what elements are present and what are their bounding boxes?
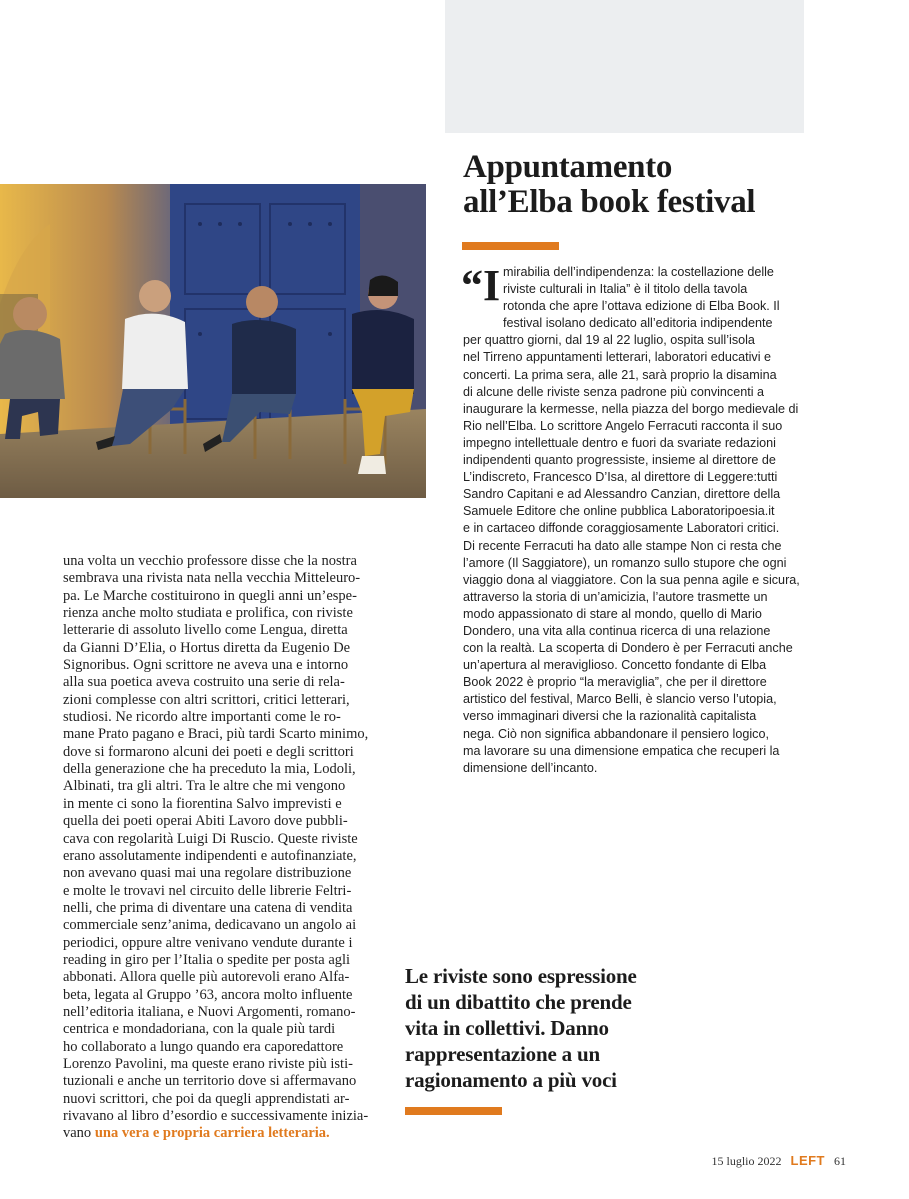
pull-quote-line: Le riviste sono espressione	[405, 964, 637, 988]
sidebar-body-line: L’indiscreto, Francesco D’Isa, al direttore di Leggere:tutti	[463, 470, 778, 485]
issue-date: 15 luglio 2022	[711, 1154, 782, 1168]
magazine-brand: LEFT	[790, 1153, 825, 1168]
pull-quote	[405, 963, 705, 1093]
main-body-line: centrica e mondadoriana, con la quale più tardi	[63, 1021, 336, 1038]
sidebar-body-line: un’apertura al meraviglioso. Concetto fondante di Elba	[463, 658, 767, 673]
sidebar-body-line: l’amore (Il Saggiatore), un romanzo sullo stupore che ogni	[463, 555, 787, 570]
main-body-line: nuovi scrittori, che poi da quegli apprendistati ar-	[63, 1090, 350, 1107]
main-body-line: rienza anche molto studiata e prolifica, con riviste	[63, 605, 353, 622]
pull-quote-line: rappresentazione a un	[405, 1042, 600, 1066]
sidebar-body-line: con la realtà. La scoperta di Dondero è per Ferracuti anche	[463, 641, 793, 656]
sidebar-body-line: verso immaginari diversi che la razionalità capitalista	[463, 709, 757, 724]
main-body-line: studiosi. Ne ricordo altre importanti come le ro-	[63, 709, 341, 726]
main-body-line: rivavano al libro d’esordio e successivamente inizia-	[63, 1108, 369, 1124]
pull-quote-orange-rule	[405, 1107, 502, 1115]
main-body-line: Albinati, tra gli altri. Tra le altre che mi vengono	[63, 778, 346, 795]
sidebar-body-line: festival isolano dedicato all’editoria indipendente	[503, 316, 773, 331]
main-body-line: reading in giro per l’Italia o spedite per posta agli	[63, 951, 351, 968]
sidebar-body-line: e in cartaceo diffonde coraggiosamente Laboratori critici.	[463, 521, 780, 536]
main-body-line: tuzionali e anche un territorio dove si affermavano	[63, 1073, 357, 1090]
sidebar-body-line: viaggio dona al viaggiatore. Con la sua penna agile e sicura,	[463, 572, 800, 587]
main-body-line: mane Prato pagano e Braci, più tardi Scarto minimo,	[63, 726, 369, 743]
main-body-line: dove si formarono alcuni dei poeti e degli scrittori	[63, 743, 354, 760]
main-body-last-line	[63, 1125, 388, 1142]
main-body-line: da Gianni D’Elia, o Hortus diretta da Eugenio De	[63, 639, 351, 656]
sidebar-body-line: modo appassionato di stare al mondo, quello di Mario	[463, 606, 762, 621]
main-body-line: pa. Le Marche costituirono in quegli anni un’espe-	[63, 587, 357, 604]
sidebar-body-line: di alcune delle riviste senza padrone più convincenti a	[463, 384, 765, 399]
sidebar-body-line: concerti. La prima sera, alle 21, sarà proprio la disamina	[463, 367, 777, 382]
sidebar-body-line: Samuele Editore che online pubblica Laboratoripoesia.it	[463, 504, 775, 519]
pull-quote-line: vita in collettivi. Danno	[405, 1016, 609, 1040]
main-body-line: alla sua poetica aveva costruito una serie di rela-	[63, 674, 345, 691]
main-body-line: Lorenzo Pavolini, ma queste erano riviste più isti-	[63, 1055, 353, 1072]
main-body-line: beta, legata al Gruppo ’63, ancora molto influente	[63, 986, 353, 1003]
page-footer	[711, 1153, 846, 1169]
sidebar-body-line: nega. Ciò non significa abbandonare il pensiero logico,	[463, 726, 769, 741]
sidebar-body-line: ma lavorare su una dimensione empatica che recuperi la	[463, 743, 780, 758]
sidebar-title-line: all’Elba book festival	[463, 184, 756, 220]
main-body-line: abbonati. Allora quelle più autorevoli erano Alfa-	[63, 969, 350, 986]
main-body-line: in mente ci sono la fiorentina Salvo imprevisti e	[63, 795, 342, 812]
main-body-line: e molte le trovavi nel circuito delle librerie Feltri-	[63, 882, 352, 899]
sidebar-body-line: artistico del festival, Marco Belli, è slancio verso l’utopia,	[463, 692, 777, 707]
main-body-line: quella dei poeti operai Abiti Lavoro dove pubbli-	[63, 813, 348, 830]
sidebar-body-line: riviste culturali in Italia” è il titolo della tavola	[503, 282, 748, 297]
sidebar-body-line: indipendenti quanto progressiste, insieme al direttore de	[463, 453, 776, 468]
main-body-line: nell’editoria italiana, e Nuovi Argomenti, romano-	[63, 1003, 356, 1020]
sidebar-body-line: Book 2022 è proprio “la meraviglia”, che per il direttore	[463, 675, 767, 690]
sidebar-body-line: Sandro Capitani e ad Alessandro Canzian, direttore della	[463, 487, 781, 502]
sidebar-body-line: dimensione dell’incanto.	[463, 760, 598, 775]
sidebar-body-line: rotonda che apre l’ottava edizione di Elba Book. Il	[503, 299, 780, 314]
sidebar-body-line: nel Tirreno appuntamenti letterari, laboratori educativi e	[463, 350, 772, 365]
page-number: 61	[834, 1154, 846, 1168]
main-body-line: non avevano quasi mai una regolare distribuzione	[63, 865, 352, 882]
sidebar-body-line: attraverso la storia di un’amicizia, l’autore trasmette un	[463, 589, 768, 604]
main-body-line: sembrava una rivista nata nella vecchia Mitteleuro-	[63, 570, 361, 587]
sidebar-body-line: Rio nell’Elba. Lo scrittore Angelo Ferracuti racconta il suo	[463, 418, 783, 433]
sidebar-orange-rule	[462, 242, 559, 250]
pull-quote-line: ragionamento a più voci	[405, 1068, 617, 1092]
main-body-line-prefix: vano	[63, 1125, 95, 1142]
sidebar-title-line: Appuntamento	[463, 149, 673, 185]
main-body-line: Signoribus. Ogni scrittore ne aveva una e intorno	[63, 657, 349, 674]
dropcap: “I	[461, 261, 501, 310]
sidebar-body-line: impegno intellettuale dentro e fuori da svariate redazioni	[463, 435, 776, 450]
main-body-line: zioni complesse con altri scrittori, critici letterari,	[63, 691, 350, 708]
main-body-line: letterarie di assoluto livello come Lengua, diretta	[63, 622, 348, 639]
sidebar-body	[461, 261, 800, 777]
main-body-line: periodici, oppure altre venivano vendute durante i	[63, 934, 353, 951]
sidebar-body-line: per quattro giorni, dal 19 al 22 luglio, ospita sull’isola	[463, 333, 755, 348]
sidebar-body-line: inaugurare la kermesse, nella piazza del borgo medievale di	[463, 401, 799, 416]
main-body-line: ho collaborato a lungo quando era caporedattore	[63, 1038, 344, 1055]
pull-quote-line: di un dibattito che prende	[405, 990, 632, 1014]
sidebar-title	[463, 150, 803, 220]
main-body-line: nelli, che prima di diventare una catena di vendita	[63, 899, 353, 916]
main-body-line: erano assolutamente indipendenti e autofinanziate,	[63, 847, 357, 864]
main-body-line: una volta un vecchio professore disse che la nostra	[63, 553, 357, 569]
top-gray-panel	[445, 0, 804, 133]
panel-photo	[0, 184, 426, 498]
sidebar-body-line: mirabilia dell’indipendenza: la costellazione delle	[503, 265, 774, 279]
main-body-line: commerciale senz’anima, dedicavano un angolo ai	[63, 917, 357, 934]
main-body	[63, 553, 388, 1143]
sidebar-body-line: Dondero, una vita alla continua ricerca di una relazione	[463, 623, 771, 638]
sidebar-body-line: Di recente Ferracuti ha dato alle stampe Non ci resta che	[463, 538, 782, 553]
main-body-line: cava con regolarità Luigi Di Ruscio. Queste riviste	[63, 830, 358, 847]
main-body-line: della generazione che ha preceduto la mia, Lodoli,	[63, 761, 356, 778]
highlighted-phrase: una vera e propria carriera letteraria.	[94, 1125, 330, 1142]
